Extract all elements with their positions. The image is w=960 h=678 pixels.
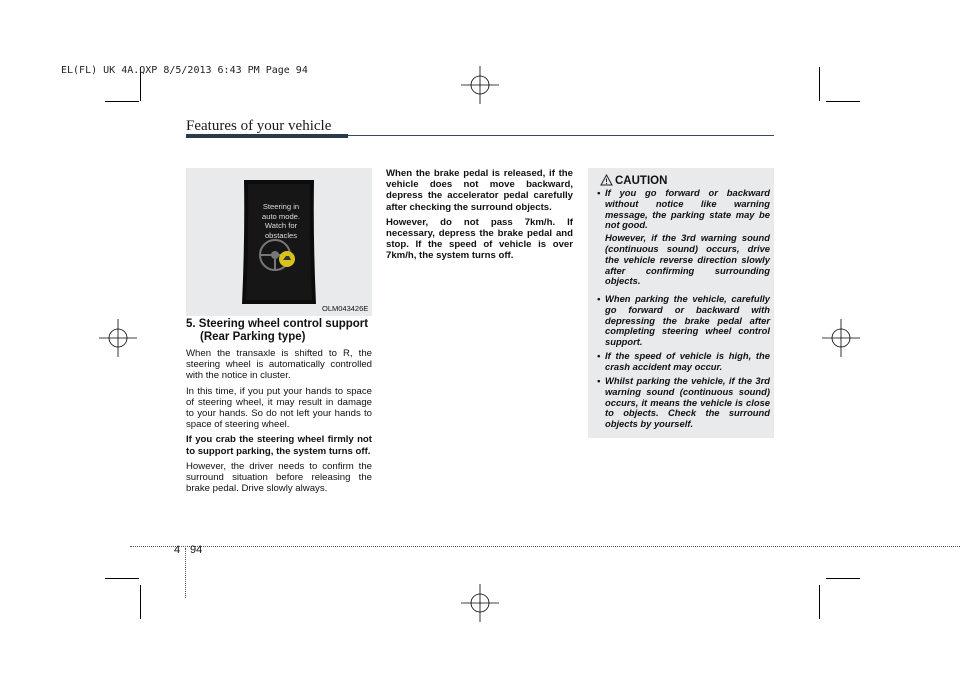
paragraph-bold: However, do not pass 7km/h. If necessary, depress the brake pedal and stop. If the speed of vehicle is over 7km/h, the system turns off. [386,216,573,262]
crop-mark [819,585,820,619]
crop-mark [105,578,139,579]
caution-item [597,187,770,289]
crop-mark [826,578,860,579]
caution-text: Whilst parking the vehicle, if the 3rd warning sound (continuous sound) occurs, it means the vehicle is close to objects. Check the surround objects by yourself. [605,375,770,430]
bullet: • [597,187,601,198]
screen-line-3: Watch for [264,221,298,231]
page-number: 94 [190,544,203,556]
title-underline [186,134,348,138]
registration-mark-icon [822,319,860,357]
bullet: • [597,293,601,304]
paragraph: In this time, if you put your hands to space of steering wheel, it may result in damage to your hands. So do not left your hands to space of steering wheel. [186,385,372,431]
screen-line-1: Steering in [262,202,300,211]
caution-item [597,293,770,350]
caution-text: When parking the vehicle, carefully go forward or backward with depressing the brake pedal after completing steering wheel control support. [605,293,770,348]
cluster-display-icon [186,168,372,316]
bullet: • [597,375,601,386]
bullet: • [597,350,601,361]
screen-line-2: auto mode. [262,211,300,221]
footer-divider [185,548,186,598]
paragraph-bold: When the brake pedal is released, if the vehicle does not move backward, depress the accelerator pedal carefully after checking the surround objects. [386,168,573,213]
crop-mark [105,101,139,102]
caution-text: If you go forward or backward without notice like warning message, the parking state may be not good. [605,187,770,231]
crop-mark [140,585,141,619]
caution-text: If the speed of vehicle is high, the crash accident may occur. [605,350,770,372]
screen-line-4: obstacles [264,230,298,240]
registration-mark-icon [99,319,137,357]
footer-rule [130,546,960,547]
crop-mark [826,101,860,102]
left-column [186,318,372,498]
paragraph: When the transaxle is shifted to R, the steering wheel is automatically controlled with the notice in cluster. [186,348,372,382]
heading-line-2: (Rear Parking type) [200,331,306,343]
paragraph-bold: If you crab the steering wheel firmly not to support parking, the system turns off. [186,434,372,457]
figure-code: OLM043426E [322,304,369,313]
crop-mark [819,67,820,101]
middle-column [386,168,573,266]
registration-mark-icon [461,66,499,104]
caution-item [597,350,770,375]
caution-text: However, if the 3rd warning sound (continuous sound) occurs, drive the vehicle reverse direction slowly after confirming surrounding objects. [605,232,770,287]
warning-triangle-icon [600,174,613,186]
caution-title: CAUTION [615,175,668,187]
caution-item [597,375,770,432]
section-title: Features of your vehicle [186,118,332,134]
chapter-number: 4 [174,544,181,556]
registration-mark-icon [461,584,499,622]
title-rule [348,135,774,136]
paragraph: However, the driver needs to confirm the surround situation before releasing the brake pedal. Drive slowly always. [186,460,372,495]
subsection-heading [186,318,372,344]
cluster-figure [186,168,372,316]
print-slug: EL(FL) UK 4A.QXP 8/5/2013 6:43 PM Page 94 [61,65,308,76]
heading-line-1: 5. Steering wheel control support [186,318,369,330]
